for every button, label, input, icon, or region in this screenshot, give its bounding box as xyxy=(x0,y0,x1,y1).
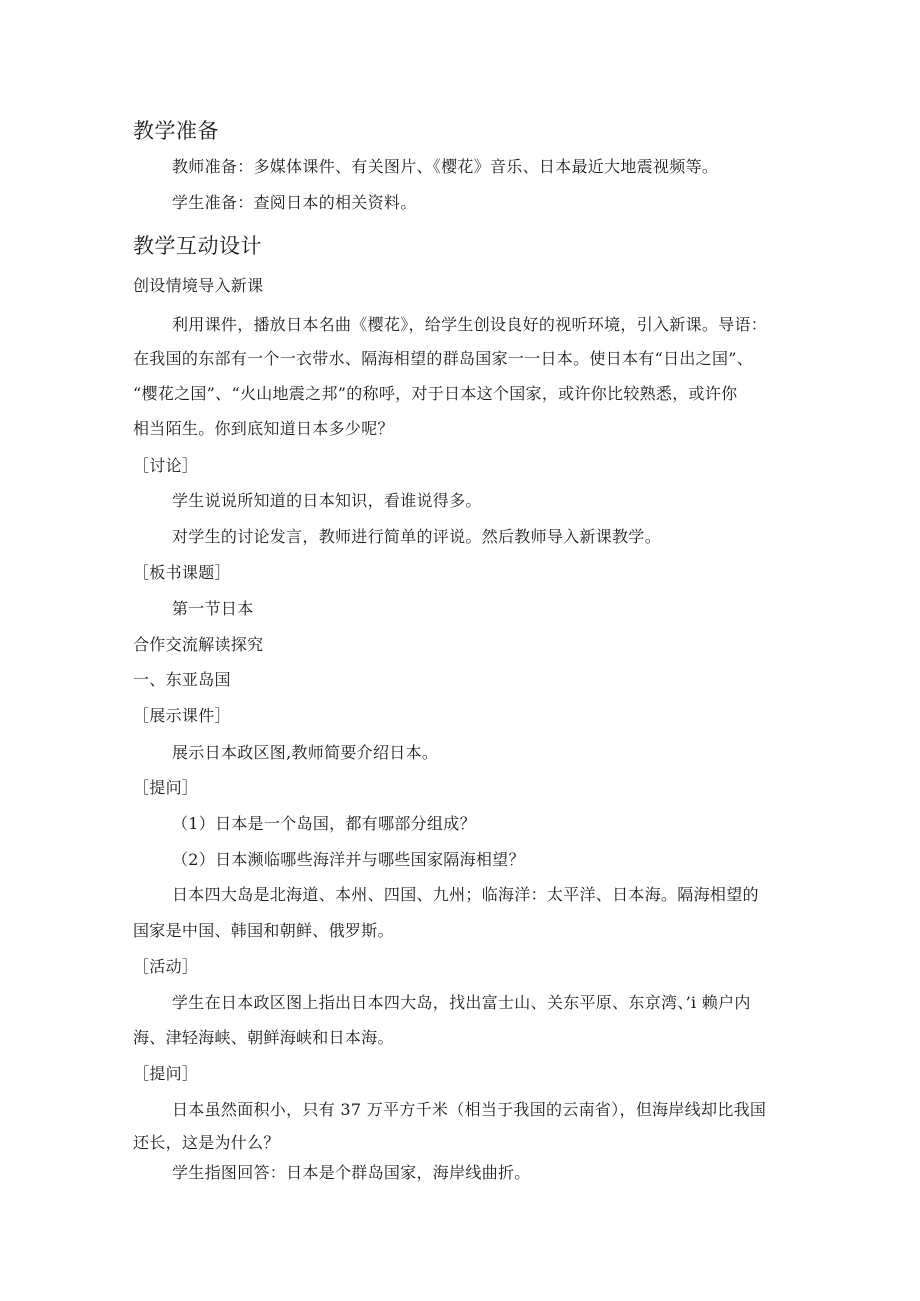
student-prep: 学生准备：查阅日本的相关资料。 xyxy=(172,193,417,212)
intro-paragraph-line: 相当陌生。你到底知道日本多少呢？ xyxy=(133,419,394,438)
tag-discussion: ［讨论］ xyxy=(133,456,199,475)
activity-line: 海、津轻海峡、朝鲜海峡和日本海。 xyxy=(133,1028,394,1047)
heading-teaching-prep: 教学准备 xyxy=(133,119,219,143)
answer-line: 日本四大岛是北海道、本州、四国、九州；临海洋：太平洋、日本海。隔海相望的 xyxy=(172,885,759,904)
activity-line: 学生在日本政区图上指出日本四大岛，找出富士山、关东平原、东京湾、’i 赖户内 xyxy=(172,993,751,1012)
discussion-line: 学生说说所知道的日本知识，看谁说得多。 xyxy=(172,491,482,510)
show-courseware-text: 展示日本政区图,教师简要介绍日本。 xyxy=(172,743,439,762)
section-cooperation-title: 合作交流解读探究 xyxy=(133,635,264,654)
question-paragraph-line: 还长，这是为什么？ xyxy=(133,1133,280,1152)
tag-question: ［提问］ xyxy=(133,1064,199,1083)
tag-question: ［提问］ xyxy=(133,778,199,797)
question-item: （1）日本是一个岛国，都有哪部分组成？ xyxy=(172,814,476,833)
tag-show-courseware: ［展示课件］ xyxy=(133,706,231,725)
heading-interactive-design: 教学互动设计 xyxy=(133,234,262,258)
section-east-asia-island: 一、东亚岛国 xyxy=(133,670,231,689)
question-paragraph-line: 日本虽然面积小，只有 37 万平方千米（相当于我国的云南省），但海岸线却比我国 xyxy=(172,1100,767,1119)
teacher-prep: 教师准备：多媒体课件、有关图片、《樱花》音乐、日本最近大地震视频等。 xyxy=(172,157,719,176)
discussion-line: 对学生的讨论发言，教师进行简单的评说。然后教师导入新课教学。 xyxy=(172,527,662,546)
intro-paragraph-line: “樱花之国”、“火山地震之邦”的称呼，对于日本这个国家，或许你比较熟悉，或许你 xyxy=(133,384,738,403)
section-intro-title: 创设情境导入新课 xyxy=(133,276,264,295)
tag-board-title: ［板书课题］ xyxy=(133,563,231,582)
intro-paragraph-line: 在我国的东部有一个一衣带水、隔海相望的群岛国家一一日本。使日本有“日出之国”、 xyxy=(133,349,754,368)
student-answer: 学生指图回答：日本是个群岛国家，海岸线曲折。 xyxy=(172,1163,531,1182)
intro-paragraph-line: 利用课件，播放日本名曲《樱花》，给学生创设良好的视听环境，引入新课。导语： xyxy=(172,315,768,334)
tag-activity: ［活动］ xyxy=(133,957,199,976)
answer-line: 国家是中国、韩国和朝鲜、俄罗斯。 xyxy=(133,921,394,940)
board-title: 第一节日本 xyxy=(172,599,254,618)
question-item: （2）日本濒临哪些海洋并与哪些国家隔海相望？ xyxy=(172,850,525,869)
